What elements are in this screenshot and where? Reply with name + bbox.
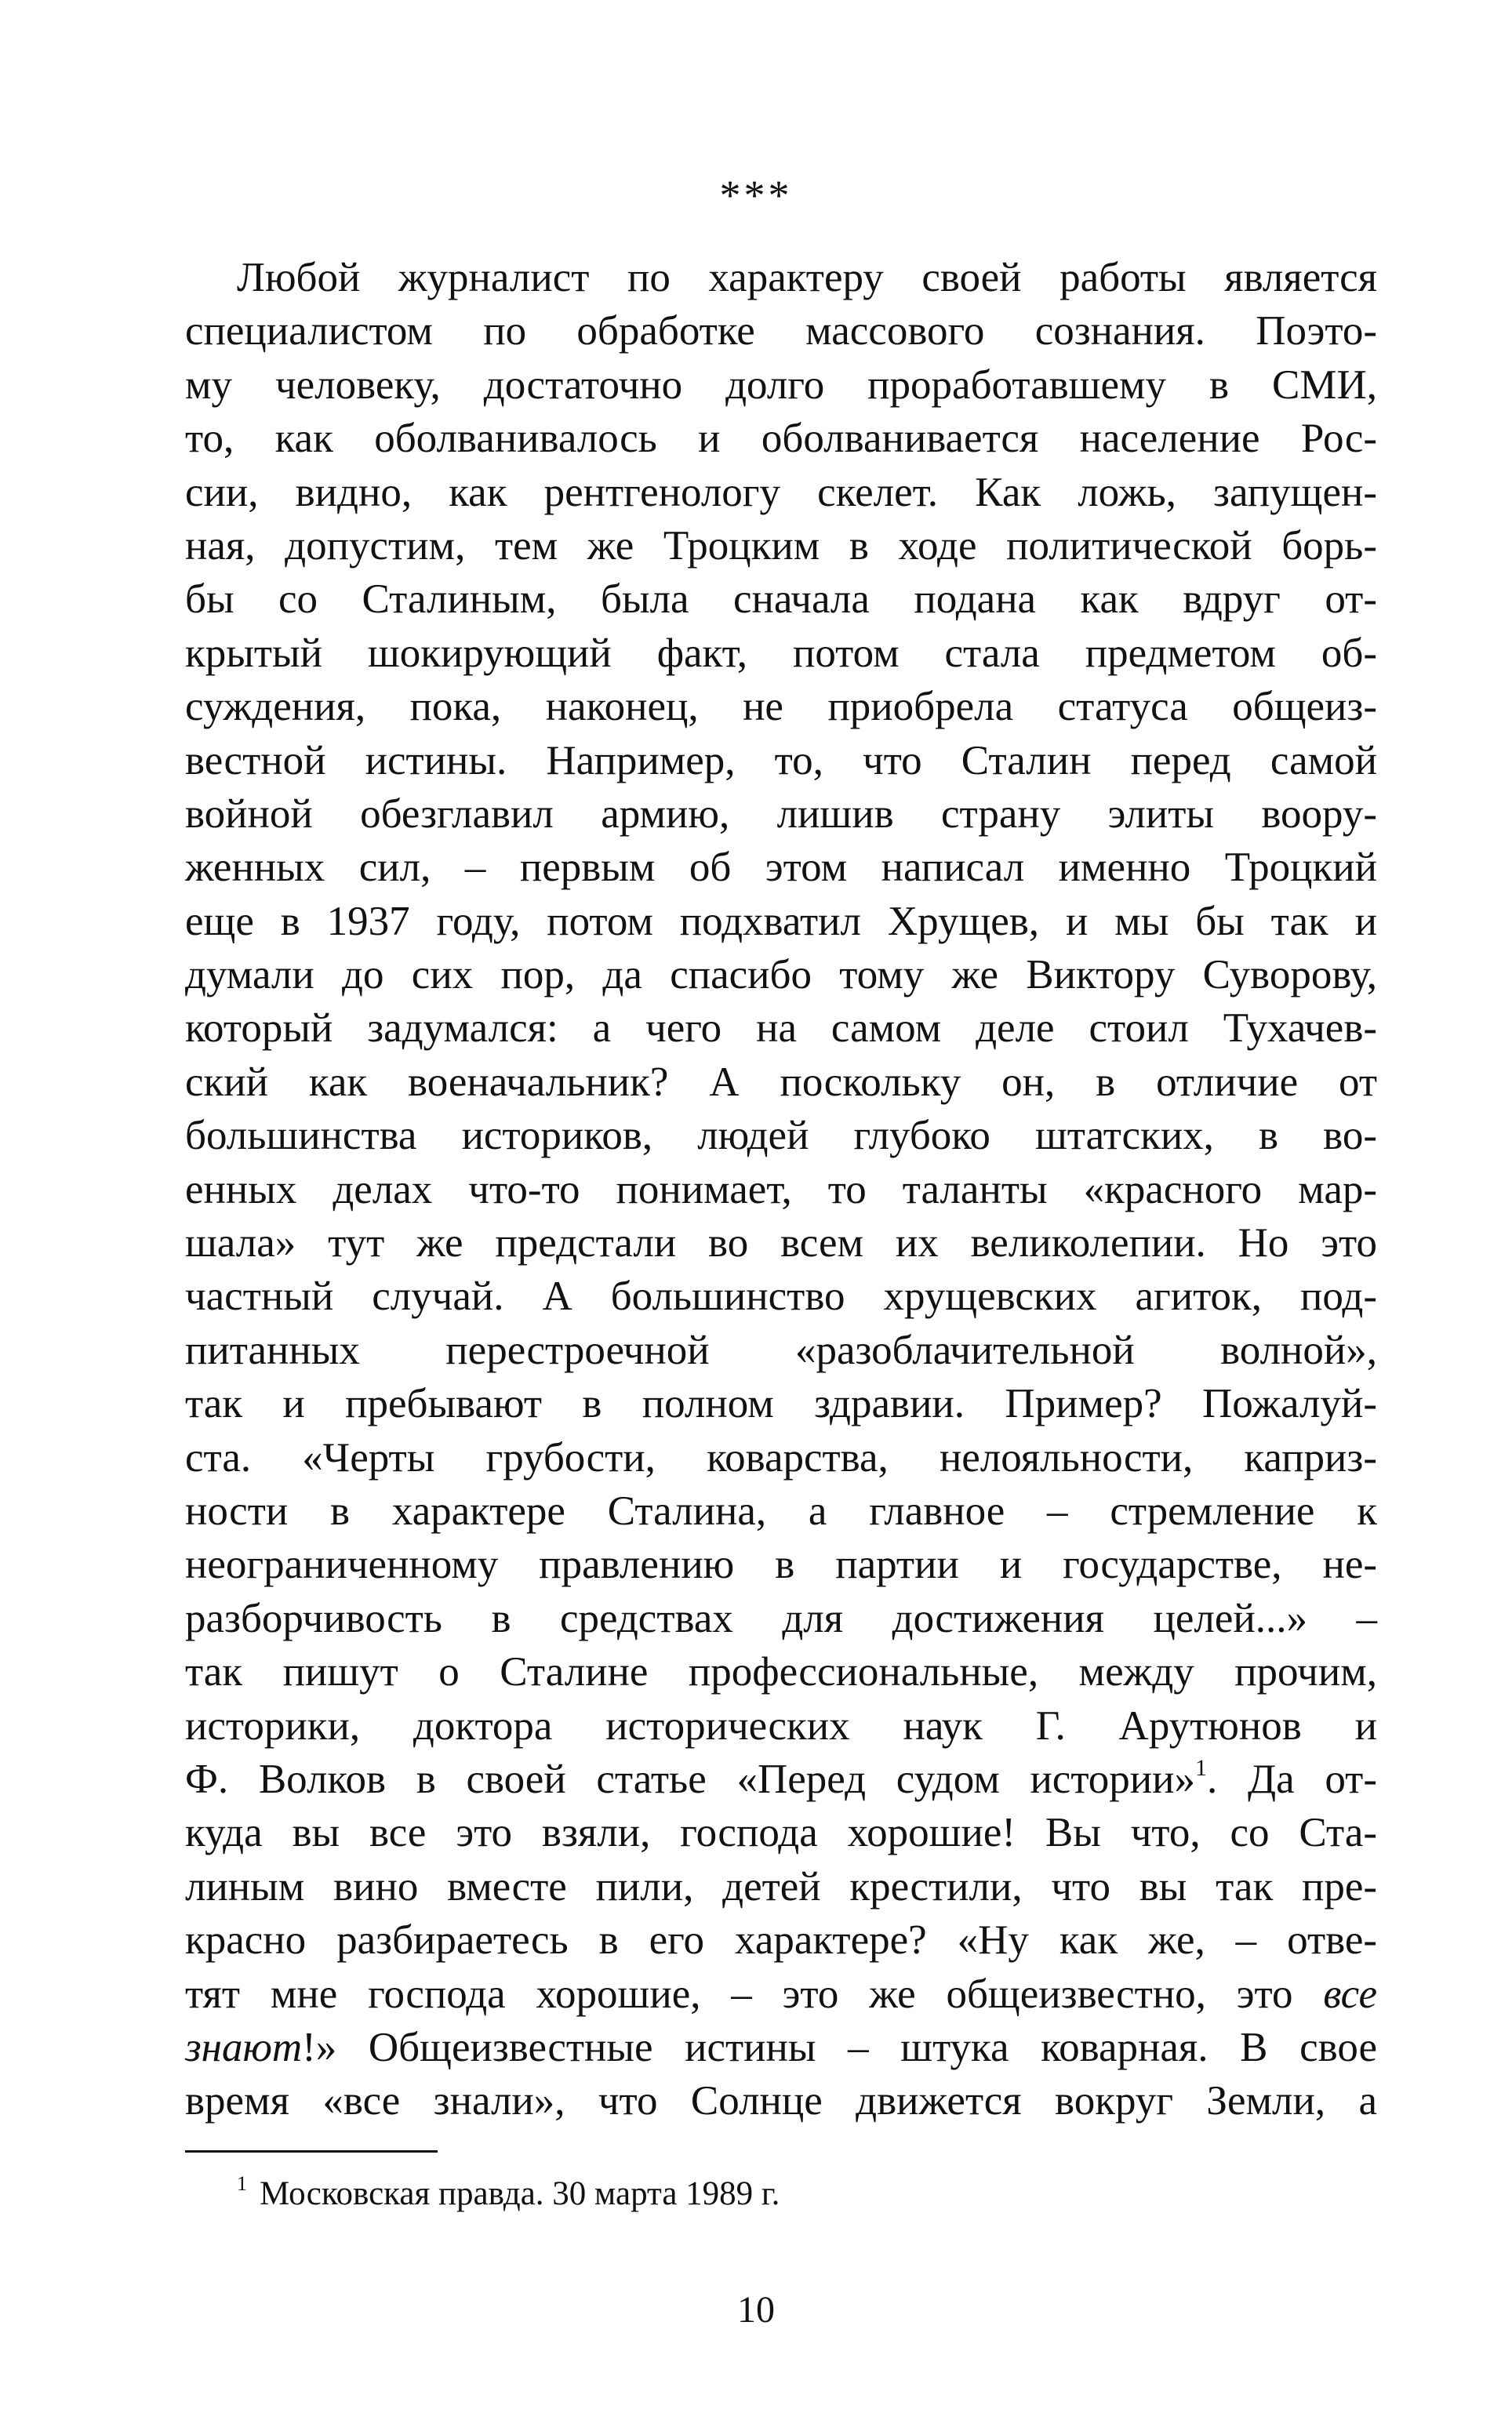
italic-text: знают <box>185 2024 303 2070</box>
text-line: думали до сих пор, да спасибо тому же Виктору Суворову, <box>185 952 1377 998</box>
text-line: крытый шокирующий факт, потом стала предметом об- <box>185 630 1377 676</box>
text-line: бы со Сталиным, была сначала подана как вдруг от- <box>185 576 1377 623</box>
text-line: еще в 1937 году, потом подхватил Хрущев, и мы бы так и <box>185 898 1377 944</box>
text-line: который задумался: а чего на самом деле стоил Тухачев- <box>185 1005 1377 1052</box>
text-line <box>185 1753 1377 1806</box>
text-line: время «все знали», что Солнце движется вокруг Земли, а <box>185 2078 1377 2124</box>
main-text <box>185 251 1377 2128</box>
text-line: большинства историков, людей глубоко штатских, в во- <box>185 1113 1377 1159</box>
text-line: ная, допустим, тем же Троцким в ходе политической борь- <box>185 522 1377 569</box>
text-line: енных делах что-то понимает, то таланты «красного мар- <box>185 1166 1377 1212</box>
text-line: так и пребывают в полном здравии. Пример? Пожалуй- <box>185 1381 1377 1427</box>
text-line: неограниченному правлению в партии и государстве, не- <box>185 1542 1377 1588</box>
text-line: Любой журналист по характеру своей работы является <box>237 255 1377 300</box>
page-number: 10 <box>737 2289 775 2331</box>
text-line: красно разбираетесь в его характере? «Ну как же, – отве- <box>185 1917 1377 1964</box>
text-line: специалистом по обработке массового сознания. Поэто- <box>185 308 1377 354</box>
text-line: историки, доктора исторических наук Г. Арутюнов и <box>185 1702 1377 1749</box>
text-fragment: !» Общеизвестные истины – штука коварная. В свое <box>302 2024 1377 2070</box>
text-line: вестной истины. Например, то, что Сталин перед самой <box>185 737 1377 783</box>
text-fragment: тят мне господа хорошие, – это же общеизвестно, это <box>185 1971 1324 2017</box>
text-line: ности в характере Сталина, а главное – стремление к <box>185 1488 1377 1534</box>
footnote-mark: 1 <box>237 2172 247 2195</box>
footnote-divider <box>185 2150 438 2153</box>
text-line: ста. «Черты грубости, коварства, нелояльности, каприз- <box>185 1434 1377 1481</box>
text-line: частный случай. А большинство хрущевских агиток, под- <box>185 1274 1377 1320</box>
text-line: суждения, пока, наконец, не приобрела статуса общеиз- <box>185 684 1377 730</box>
text-line: то, как оболванивалось и оболванивается население Рос- <box>185 416 1377 462</box>
text-line: так пишут о Сталине профессиональные, между прочим, <box>185 1649 1377 1695</box>
footnote-text: Московская правда. 30 марта 1989 г. <box>260 2175 780 2212</box>
text-fragment: Ф. Волков в своей статье «Перед судом истории» <box>185 1756 1196 1802</box>
footnote-reference: 1 <box>1195 1754 1208 1781</box>
text-line <box>185 1968 1377 2021</box>
text-line <box>185 2021 1377 2074</box>
text-line: му человеку, достаточно долго проработавшему в СМИ, <box>185 362 1377 408</box>
text-line: шала» тут же предстали во всем их великолепии. Но это <box>185 1220 1377 1266</box>
text-fragment: . Да от- <box>1207 1756 1377 1802</box>
text-line: сии, видно, как рентгенологу скелет. Как ложь, запущен- <box>185 469 1377 515</box>
text-line: женных сил, – первым об этом написал именно Троцкий <box>185 845 1377 891</box>
italic-text: все <box>1323 1971 1377 2017</box>
text-line: ский как военачальник? А поскольку он, в отличие от <box>185 1059 1377 1105</box>
section-separator: *** <box>719 172 793 219</box>
text-line: линым вино вместе пили, детей крестили, что вы так пре- <box>185 1863 1377 1909</box>
text-line: куда вы все это взяли, господа хорошие! Вы что, со Ста- <box>185 1810 1377 1856</box>
text-line: питанных перестроечной «разоблачительной волной», <box>185 1327 1377 1373</box>
footnote <box>237 2172 1335 2216</box>
text-line: разборчивость в средствах для достижения целей...» – <box>185 1595 1377 1641</box>
text-line: войной обезглавил армию, лишив страну элиты воору- <box>185 790 1377 837</box>
